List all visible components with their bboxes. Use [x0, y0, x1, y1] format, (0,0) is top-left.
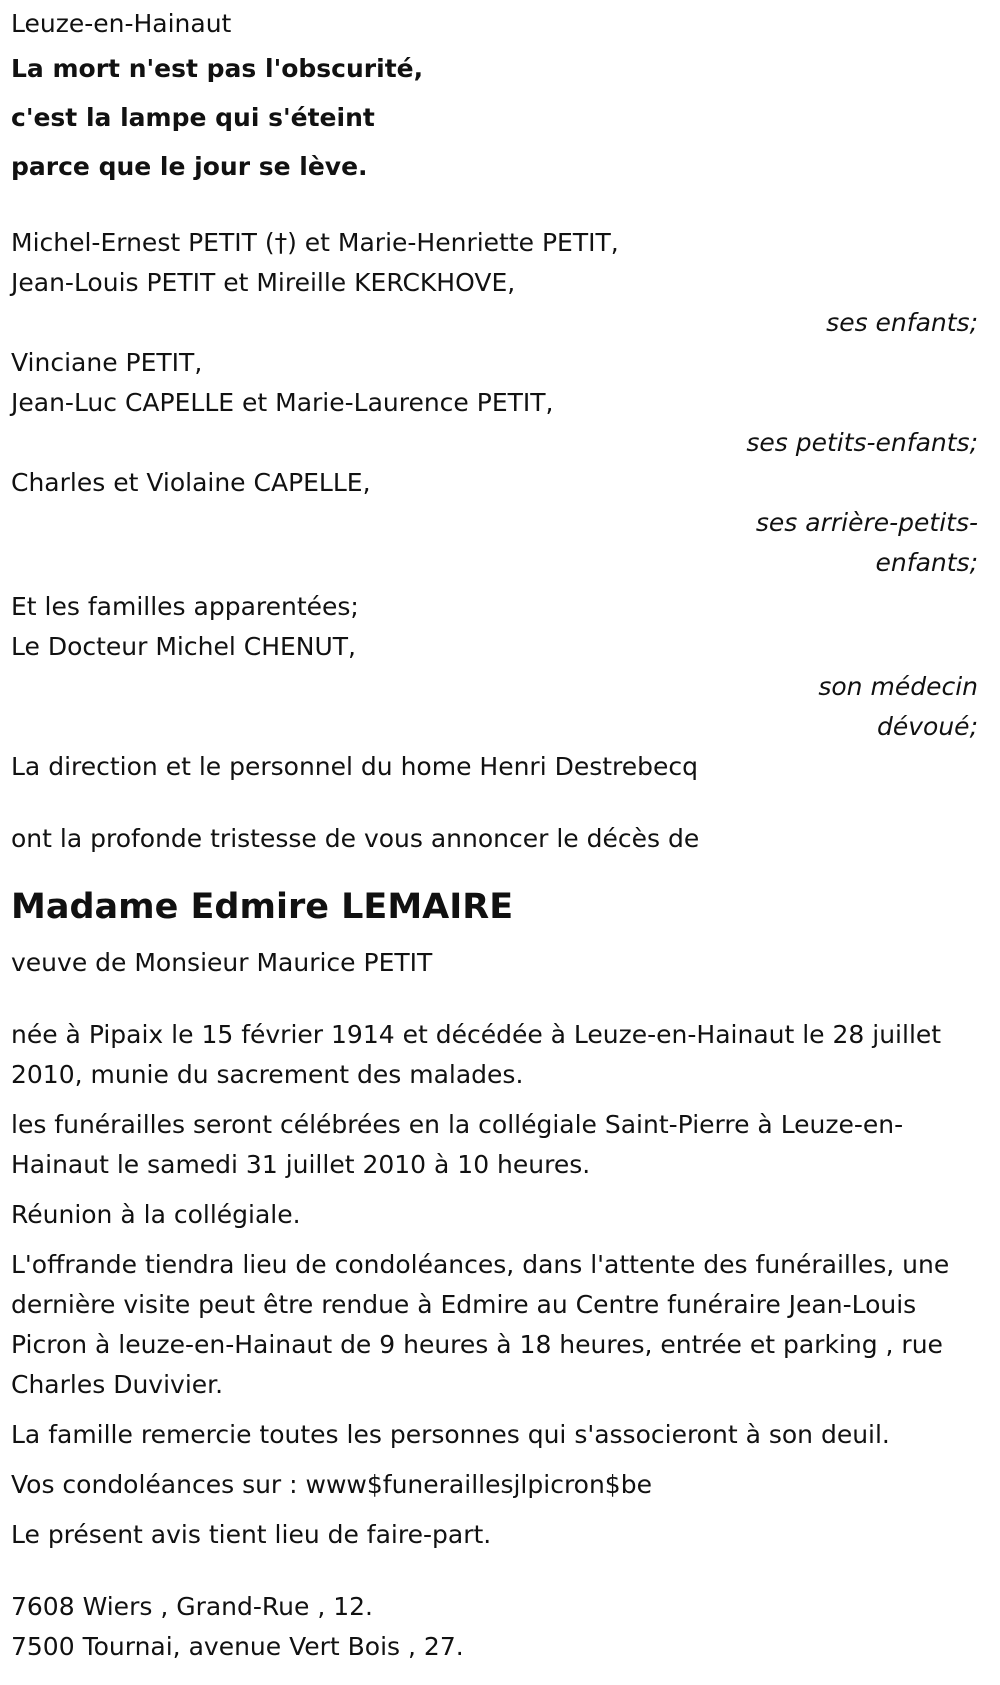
deceased-name: Madame Edmire LEMAIRE — [11, 887, 514, 927]
relation-label: ses enfants; — [826, 308, 978, 337]
widow-of: veuve de Monsieur Maurice PETIT — [11, 948, 433, 977]
detail-paragraph: La famille remercie toutes les personnes qui s'associeront à son deuil. — [11, 1420, 890, 1449]
quote-line: parce que le jour se lève. — [11, 152, 368, 181]
details-section — [11, 1015, 978, 1555]
detail-paragraph: L'offrande tiendra lieu de condoléances, dans l'attente des funérailles, une dernière visite peut être rendue à Edmire au Centre funéraire Jean-Louis Picron à leuze-en-Hainaut de 9 heures à 18 heures, entrée et parking , rue Charles Duvivier. — [11, 1250, 950, 1399]
family-member: Vinciane PETIT, — [11, 348, 203, 377]
address-line: 7608 Wiers , Grand-Rue , 12. — [11, 1592, 373, 1621]
family-member: Et les familles apparentées; — [11, 592, 359, 621]
family-member: Le Docteur Michel CHENUT, — [11, 632, 357, 661]
relation-label-line: ses arrière-petits- — [755, 508, 978, 537]
others-section — [11, 587, 978, 747]
family-member: Charles et Violaine CAPELLE, — [11, 468, 371, 497]
family-member: Jean-Louis PETIT et Mireille KERCKHOVE, — [11, 268, 516, 297]
relation-label — [11, 667, 978, 747]
detail-paragraph: née à Pipaix le 15 février 1914 et décédée à Leuze-en-Hainaut le 28 juillet 2010, munie du sacrement des malades. — [11, 1020, 942, 1089]
great-grandchildren-section — [11, 463, 978, 583]
relation-label — [11, 503, 978, 583]
home-staff: La direction et le personnel du home Henri Destrebecq — [11, 752, 699, 781]
address-line: 7500 Tournai, avenue Vert Bois , 27. — [11, 1632, 464, 1661]
detail-paragraph: les funérailles seront célébrées en la collégiale Saint-Pierre à Leuze-en-Hainaut le samedi 31 juillet 2010 à 10 heures. — [11, 1110, 904, 1179]
detail-paragraph: Réunion à la collégiale. — [11, 1200, 301, 1229]
relation-label-line: dévoué; — [877, 712, 978, 741]
detail-paragraph: Le présent avis tient lieu de faire-part. — [11, 1520, 492, 1549]
relation-label-line: enfants; — [875, 548, 978, 577]
family-member: Jean-Luc CAPELLE et Marie-Laurence PETIT, — [11, 388, 554, 417]
quote-line: La mort n'est pas l'obscurité, — [11, 54, 424, 83]
quote — [11, 44, 978, 191]
addresses — [11, 1587, 978, 1667]
family-member: Michel-Ernest PETIT (†) et Marie-Henriette PETIT, — [11, 228, 619, 257]
relation-label: ses petits-enfants; — [746, 428, 978, 457]
condolence-link-text: Vos condoléances sur : www$funeraillesjlpicron$be — [11, 1470, 652, 1499]
location: Leuze-en-Hainaut — [11, 9, 232, 38]
grandchildren-section — [11, 343, 978, 463]
relation-label-line: son médecin — [818, 672, 978, 701]
children-section — [11, 223, 978, 343]
announcement: ont la profonde tristesse de vous annoncer le décès de — [11, 824, 700, 853]
quote-line: c'est la lampe qui s'éteint — [11, 103, 375, 132]
